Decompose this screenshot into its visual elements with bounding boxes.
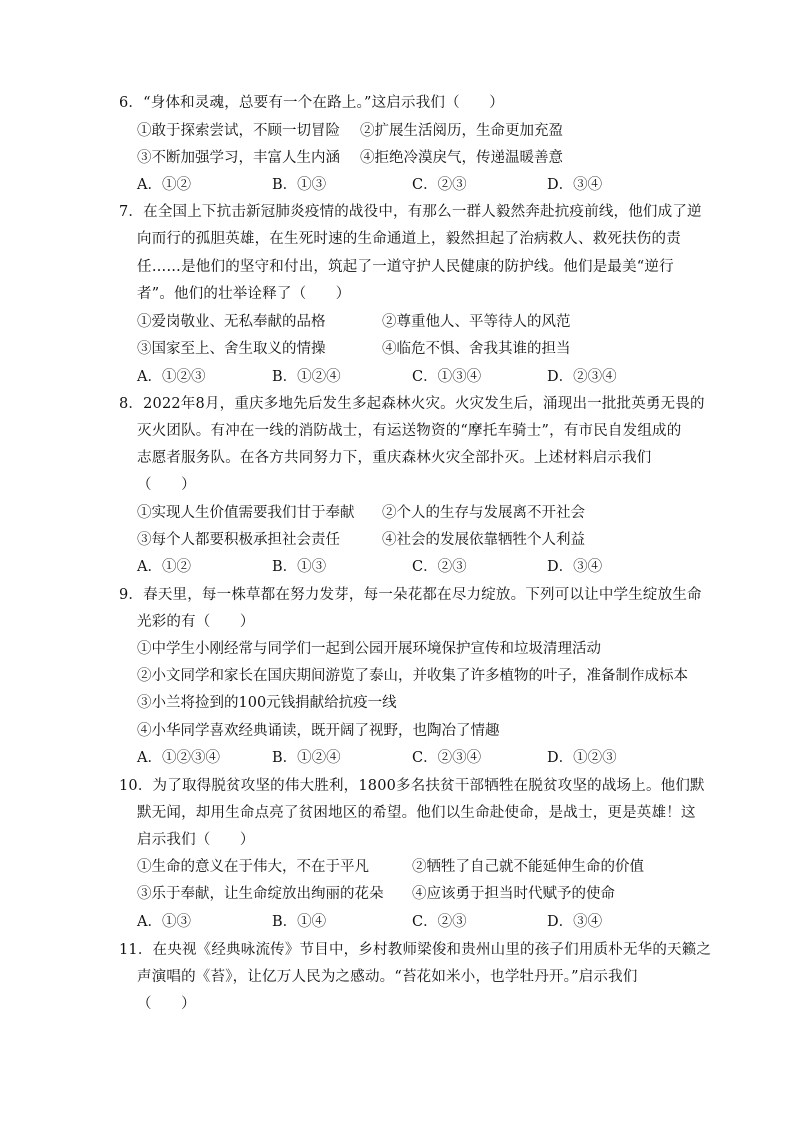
question-8-stem-line-1: 8．2022年8月，重庆多地先后发生多起森林火灾。火灾发生后，涌现出一批批英勇无畏的 xyxy=(119,396,705,412)
question-9-stem-line-2: 光彩的有（ ） xyxy=(137,614,255,630)
q7-choice-a[interactable]: A．①②③ xyxy=(137,369,206,385)
q8-choice-a[interactable]: A．①② xyxy=(137,559,191,575)
q8-choice-b[interactable]: B．①③ xyxy=(272,559,327,575)
q9-item-1: ①中学生小刚经常与同学们一起到公园开展环境保护宣传和垃圾清理活动 xyxy=(137,641,601,657)
question-7-stem-line-2: 向而行的孤胆英雄，在生死时速的生命通道上，毅然担起了治病救人、救死扶伤的责 xyxy=(137,231,681,247)
q8-item-4: ④社会的发展依靠牺牲个人利益 xyxy=(382,532,585,548)
q9-choice-d[interactable]: D．①②③ xyxy=(547,750,617,766)
question-11-stem-line-1: 11．在央视《经典咏流传》节目中，乡村教师梁俊和贵州山里的孩子们用质朴无华的天籁之 xyxy=(119,942,712,958)
q10-choice-b[interactable]: B．①④ xyxy=(272,914,327,930)
question-7-stem-line-4: 者”。他们的壮举诠释了（ ） xyxy=(137,286,351,302)
q8-choice-c[interactable]: C．②③ xyxy=(412,559,467,575)
q8-item-3: ③每个人都要积极承担社会责任 xyxy=(137,532,340,548)
q6-choice-a[interactable]: A．①② xyxy=(137,177,191,193)
question-6-stem: 6．“身体和灵魂，总要有一个在路上。”这启示我们（ ） xyxy=(119,95,504,111)
question-7-stem-line-3: 任……是他们的坚守和付出，筑起了一道守护人民健康的防护线。他们是最美“逆行 xyxy=(137,259,674,275)
q6-choice-b[interactable]: B．①③ xyxy=(272,177,327,193)
question-9-stem-line-1: 9．春天里，每一株草都在努力发芽，每一朵花都在尽力绽放。下列可以让中学生绽放生命 xyxy=(119,587,702,603)
q9-choice-c[interactable]: C．②③④ xyxy=(412,750,482,766)
q7-item-2: ②尊重他人、平等待人的风范 xyxy=(382,314,571,330)
question-8-stem-line-2: 灭火团队。有冲在一线的消防战士，有运送物资的“摩托车骑士”，有市民自发组成的 xyxy=(137,423,682,439)
q6-item-4: ④拒绝冷漠戾气，传递温暖善意 xyxy=(360,150,563,166)
q10-item-3: ③乐于奉献，让生命绽放出绚丽的花朵 xyxy=(137,886,384,902)
question-10-stem-line-3: 启示我们（ ） xyxy=(137,832,255,848)
q7-item-4: ④临危不惧、舍我其谁的担当 xyxy=(382,341,571,357)
question-8-stem-line-4: （ ） xyxy=(137,477,196,493)
q9-choice-b[interactable]: B．①②④ xyxy=(272,750,341,766)
q7-item-1: ①爱岗敬业、无私奉献的品格 xyxy=(137,314,326,330)
q9-choice-a[interactable]: A．①②③④ xyxy=(137,750,220,766)
question-7-stem-line-1: 7．在全国上下抗击新冠肺炎疫情的战役中，有那么一群人毅然奔赴抗疫前线，他们成了逆 xyxy=(119,204,702,220)
question-10-stem-line-1: 10．为了取得脱贫攻坚的伟大胜利，1800多名扶贫干部牺牲在脱贫攻坚的战场上。他们默 xyxy=(119,778,705,794)
q6-item-2: ②扩展生活阅历，生命更加充盈 xyxy=(360,123,563,139)
q10-choice-a[interactable]: A．①③ xyxy=(137,914,191,930)
q6-item-3: ③不断加强学习，丰富人生内涵 xyxy=(137,150,340,166)
q9-item-4: ④小华同学喜欢经典诵读，既开阔了视野，也陶冶了情趣 xyxy=(137,723,500,739)
q7-choice-d[interactable]: D．②③④ xyxy=(547,369,617,385)
question-10-stem-line-2: 默无闻，却用生命点亮了贫困地区的希望。他们以生命赴使命，是战士，更是英雄！这 xyxy=(137,805,696,821)
q10-item-4: ④应该勇于担当时代赋予的使命 xyxy=(412,886,615,902)
q8-item-2: ②个人的生存与发展离不开社会 xyxy=(382,505,585,521)
question-11-stem-line-2: 声演唱的《苔》，让亿万人民为之感动。“苔花如米小，也学牡丹开。”启示我们 xyxy=(137,969,638,985)
q10-item-1: ①生命的意义在于伟大，不在于平凡 xyxy=(137,859,369,875)
q8-item-1: ①实现人生价值需要我们甘于奉献 xyxy=(137,505,355,521)
q6-choice-c[interactable]: C．②③ xyxy=(412,177,467,193)
q10-choice-c[interactable]: C．②③ xyxy=(412,914,467,930)
q6-item-1: ①敢于探索尝试，不顾一切冒险 xyxy=(137,123,340,139)
q8-choice-d[interactable]: D．③④ xyxy=(547,559,603,575)
q7-item-3: ③国家至上、舍生取义的情操 xyxy=(137,341,326,357)
q7-choice-c[interactable]: C．①③④ xyxy=(412,369,482,385)
q6-choice-d[interactable]: D．③④ xyxy=(547,177,603,193)
q10-choice-d[interactable]: D．③④ xyxy=(547,914,603,930)
question-11-stem-line-3: （ ） xyxy=(137,996,196,1012)
q10-item-2: ②牺牲了自己就不能延伸生命的价值 xyxy=(412,859,644,875)
q9-item-2: ②小文同学和家长在国庆期间游览了泰山，并收集了许多植物的叶子，准备制作成标本 xyxy=(137,668,688,684)
question-8-stem-line-3: 志愿者服务队。在各方共同努力下，重庆森林火灾全部扑灭。上述材料启示我们 xyxy=(137,450,652,466)
q9-item-3: ③小兰将捡到的100元钱捐献给抗疫一线 xyxy=(137,695,397,711)
q7-choice-b[interactable]: B．①②④ xyxy=(272,369,341,385)
